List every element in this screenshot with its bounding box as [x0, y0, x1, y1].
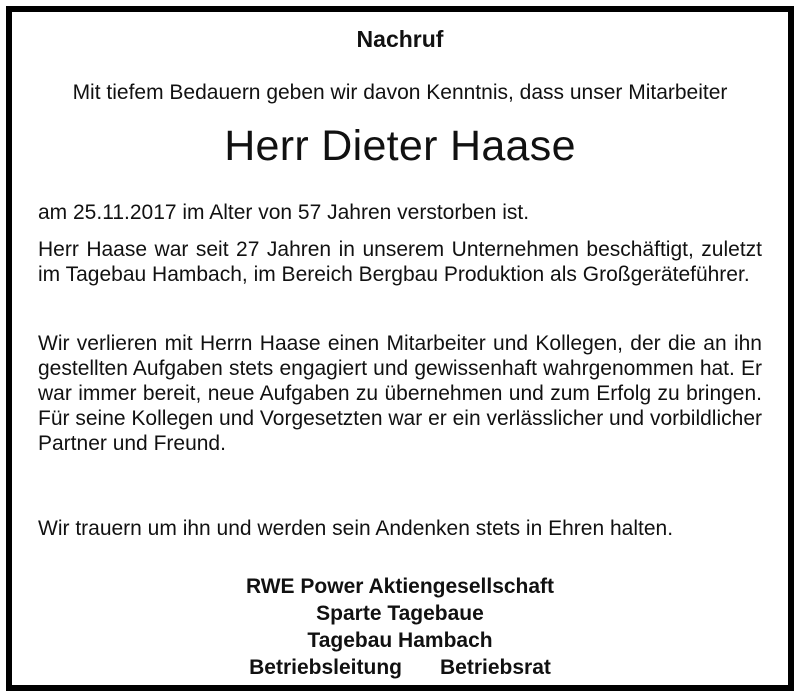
tribute-paragraph: Wir verlieren mit Herrn Haase einen Mitarbeiter und Kollegen, der die an ihn gestellten Aufgaben stets engagiert und gewissenhaft wahrgenommen hat. Er war immer bereit, neue Aufgaben zu übernehmen und zum Erfolg zu bringen. Für seine Kollegen und Vorgesetzten war er ein verlässlicher und vorbildlicher Partner und Freund.	[38, 332, 762, 455]
deceased-name: Herr Dieter Haase	[224, 122, 576, 170]
signature-division: Sparte Tagebaue	[316, 602, 484, 625]
signature-company: RWE Power Aktiengesellschaft	[245, 575, 555, 598]
mourning-paragraph: Wir trauern um ihn und werden sein Andenken stets in Ehren halten.	[38, 517, 674, 540]
date-paragraph: am 25.11.2017 im Alter von 57 Jahren verstorben ist.	[38, 201, 530, 224]
signature-site: Tagebau Hambach	[307, 629, 493, 652]
signature-council: Betriebsrat	[439, 656, 551, 679]
career-paragraph: Herr Haase war seit 27 Jahren in unserem Unternehmen beschäftigt, zuletzt im Tagebau Hambach, im Bereich Bergbau Produktion als Großgeräteführer.	[38, 238, 762, 286]
signature-departments	[38, 654, 762, 681]
signature-block	[38, 573, 762, 681]
obituary-notice	[6, 6, 794, 691]
signature-management: Betriebsleitung	[249, 656, 402, 679]
notice-heading: Nachruf	[356, 26, 444, 52]
intro-text: Mit tiefem Bedauern geben wir davon Kenntnis, dass unser Mitarbeiter	[72, 81, 728, 104]
